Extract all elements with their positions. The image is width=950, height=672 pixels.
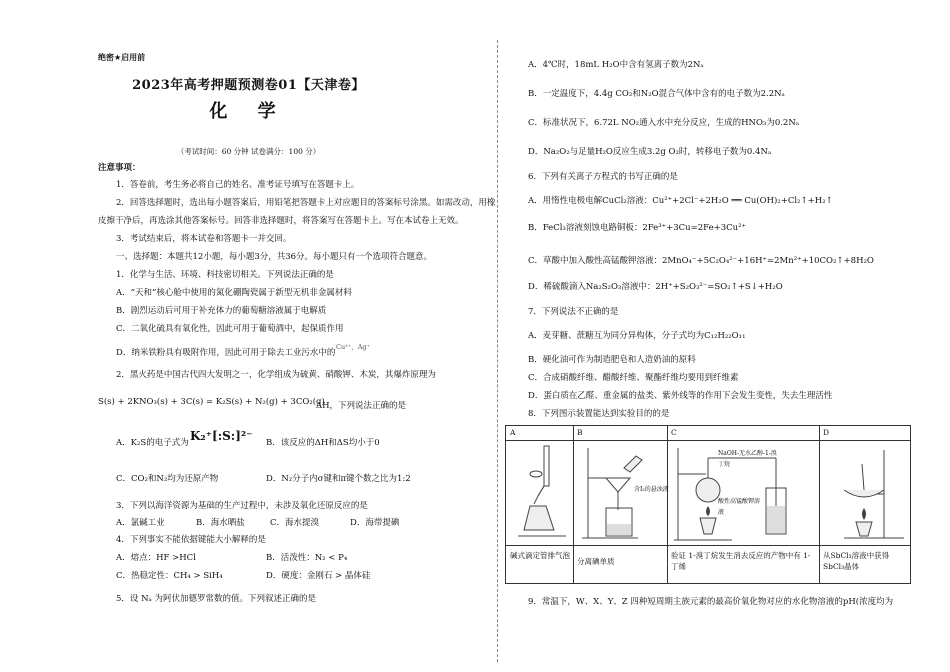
q4-stem: 4．下列事实不能依据键能大小解释的是 [116, 535, 266, 545]
q5-option-c: C．标准状况下，6.72L NO₂通入水中充分反应，生成的HNO₃为0.2Nₐ [528, 118, 800, 128]
exam-info: （考试时间：60 分钟 试卷满分：100 分） [176, 147, 321, 156]
q8-col-divider [667, 426, 668, 583]
q8-header-d: D [823, 428, 830, 437]
q2-option-a: A．K₂S的电子式为 [116, 438, 189, 448]
subject-title: 化 学 [209, 101, 288, 122]
note-2: 2．回答选择题时，选出每小题答案后，用铅笔把答题卡上对应题目的答案标号涂黑。如需改动，用橡 [116, 198, 496, 208]
q3-option-c: C．海水提溴 [270, 518, 320, 528]
q1-option-c: C．二氧化硫具有氧化性，因此可用于葡萄酒中，起保质作用 [116, 324, 344, 334]
q4-option-d: D．硬度：金刚石 > 晶体硅 [266, 571, 371, 581]
q6-stem: 6．下列有关离子方程式的书写正确的是 [528, 172, 678, 182]
q7-option-a: A．麦芽糖、蔗糖互为同分异构体，分子式均为C₁₂H₂₂O₁₁ [528, 331, 746, 341]
q4-option-c: C．热稳定性：CH₄ > SiH₄ [116, 571, 223, 581]
q2-option-c: C．CO₂和N₂均为还原产物 [116, 474, 219, 484]
q5-option-b: B．一定温度下，4.4g CO₂和N₂O混合气体中含有的电子数为2.2Nₐ [528, 89, 785, 99]
q2-stem: 2．黑火药是中国古代四大发明之一，化学组成为硫黄、硝酸钾、木炭，其爆炸原理为 [116, 370, 436, 380]
q7-option-b: B．硬化油可作为制造肥皂和人造奶油的原料 [528, 355, 696, 365]
q5-option-a: A．4℃时，18mL H₂O中含有氢离子数为2Nₐ [528, 60, 704, 70]
q2-option-d: D．N₂分子内σ键和π键个数之比为1:2 [266, 474, 411, 484]
q7-option-c: C．合成硝酸纤维、醋酸纤维、聚酯纤维均要用到纤维素 [528, 373, 739, 383]
q7-stem: 7．下列说法不正确的是 [528, 307, 619, 317]
q1-option-b: B．剧烈运动后可用于补充体力的葡萄糖溶液属于电解质 [116, 306, 327, 316]
q6-option-b: B．FeCl₃溶液刻蚀电路铜板：2Fe³⁺+3Cu=2Fe+3Cu²⁺ [528, 223, 747, 233]
q2-option-b: B．该反应的ΔH和ΔS均小于0 [266, 438, 380, 448]
q3-option-a: A．氯碱工业 [116, 518, 165, 528]
q2-equation: S(s) + 2KNO₃(s) + 3C(s) = K₂S(s) + N₂(g) + 3CO₂(g) [98, 397, 325, 407]
q6-option-d: D．稀硫酸滴入Na₂S₂O₃溶液中：2H⁺+S₂O₃²⁻=SO₂↑+S↓+H₂O [528, 282, 783, 292]
q2-k2s-electron-formula: K₂⁺[:S:]²⁻ [190, 429, 253, 443]
q1-option-d: D．纳米铁粉具有吸附作用，因此可用于除去工业污水中的 [116, 348, 336, 358]
note-2-cont: 皮擦干净后，再选涂其他答案标号。回答非选择题时，将答案写在答题卡上。写在本试卷上无效。 [98, 216, 464, 226]
evaporation-figure [824, 444, 908, 544]
q8-header-c: C [671, 428, 677, 437]
q3-stem: 3．下列以海洋资源为基础的生产过程中，未涉及氧化还原反应的是 [116, 501, 368, 511]
q3-option-d: D．海带提碘 [350, 518, 400, 528]
q8-label-d: 从SbCl₃溶液中获得SbCl₃晶体 [823, 551, 890, 571]
q7-option-d: D．蛋白质在乙醛、重金属的盐类、紫外线等的作用下会发生变性，失去生理活性 [528, 391, 833, 401]
q5-stem: 5．设 Nₐ 为阿伏加德罗常数的值。下列叙述正确的是 [116, 594, 317, 604]
q8-label-c: 验证 1-溴丁烷发生消去反应的产物中有 1-丁烯 [671, 551, 811, 571]
q8-col-divider [819, 426, 820, 583]
q8-stem: 8．下列图示装置能达到实验目的的是 [528, 409, 670, 419]
q8-fig-label-reagents: NaOH-无水乙醇-1-溴丁烷 [718, 450, 777, 468]
note-1: 1．答卷前，考生务必将自己的姓名、准考证号填写在答题卡上。 [116, 180, 360, 190]
q8-apparatus-table [505, 425, 911, 584]
column-divider [497, 40, 498, 662]
q8-label-b: 分离碘单质 [577, 557, 615, 566]
q6-option-a: A．用惰性电极电解CuCl₂溶液：Cu²⁺+2Cl⁻+2H₂O ══ Cu(OH)₂+Cl₂↑+H₂↑ [528, 196, 833, 206]
q3-option-b: B．海水晒盐 [196, 518, 245, 528]
q1-stem: 1．化学与生活、环境、科技密切相关。下列说法正确的是 [116, 270, 334, 280]
q8-row-divider [506, 545, 910, 547]
q4-option-b: B．活泼性：N₂ < P₄ [266, 553, 348, 563]
q8-header-a: A [510, 428, 516, 437]
note-3: 3．考试结束后，将本试卷和答题卡一并交回。 [116, 234, 292, 244]
q8-fig-label-kmno4: 酸性高锰酸钾溶液 [718, 498, 761, 516]
notes-heading: 注意事项： [98, 163, 141, 173]
q8-col-divider [573, 426, 574, 583]
exam-title: 2023年高考押题预测卷01【天津卷】 [132, 78, 365, 93]
q8-fig-label-iodine: 含I₂的悬浊液 [634, 486, 669, 493]
q1-option-a: A．“天和”核心舱中使用的氮化硼陶瓷属于新型无机非金属材料 [116, 288, 352, 298]
section-heading: 一、选择题：本题共12小题，每小题3分，共36分。每小题只有一个选项符合题意。 [116, 252, 433, 262]
q8-label-a: 碱式滴定管排气泡 [510, 551, 570, 560]
q4-option-a: A．熔点：HF >HCl [116, 553, 196, 563]
q9-stem: 9．常温下，W、X、Y、Z 四种短周期主族元素的最高价氧化物对应的水化物溶液的pH(浓度均为 [528, 597, 894, 607]
q2-tail: ΔH，下列说法正确的是 [316, 401, 407, 411]
q5-option-d: D．Na₂O₂与足量H₂O反应生成3.2g O₂时，转移电子数为0.4Nₐ [528, 147, 772, 157]
q6-option-c: C．草酸中加入酸性高锰酸钾溶液：2MnO₄⁻+5C₂O₄²⁻+16H⁺=2Mn²⁺+10CO₂↑+8H₂O [528, 256, 874, 266]
q8-header-row [506, 426, 910, 441]
q1-option-d-ions: Cu²⁺、Ag⁺ [336, 343, 370, 351]
secret-label: 绝密★启用前 [98, 53, 146, 62]
burette-flask-figure [514, 444, 570, 542]
q8-header-b: B [577, 428, 583, 437]
